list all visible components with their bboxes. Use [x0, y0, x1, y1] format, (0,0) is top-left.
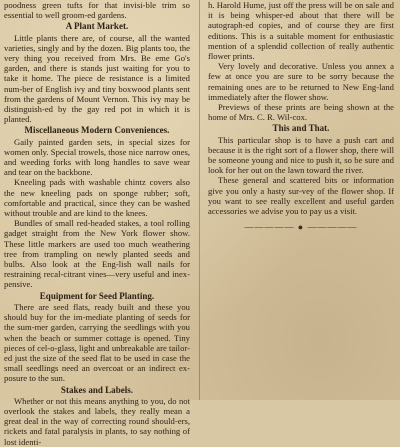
right-paragraph-4: These general and scattered bits or information give you only a hasty sur-vey of the flower shop. If you want to see really excellent and useful garden accessories we advise you to pay us a visit.: [208, 175, 394, 217]
left-paragraph-6: Whether or not this means anything to you, do not overlook the stakes and labels, they really mean a great deal in the way of correcting round should-ers, rickets and fatal paralysis in plants, to say nothing of lost identi-: [4, 395, 190, 447]
right-paragraph-2: Previews of these prints are being shown at the home of Mrs. C. R. Wil-cox.: [208, 102, 394, 123]
end-ornament-rule: ————— ● —————: [244, 222, 358, 233]
left-paragraph-1: Little plants there are, of course, all the wanted varieties, singly and by the dozen. Big plants too, the very thing you received from Mrs. Be eme Go's garden, and there is stands just waiting for you to take it home. The piece de resistance is a limited num-ber of English ivy and tiny boxwood plants sent from the gardens of Mount Vernon. This ivy may be distinguish-ed by the gay red pot in which it is planted.: [4, 32, 190, 125]
heading-stakes-labels: Stakes and Labels.: [60, 384, 134, 395]
right-column: [208, 0, 394, 400]
left-paragraph-5: There are seed flats, ready built and these you should buy for the im-mediate planting of seeds for the sum-mer garden, carrying the seedlings with you when the beach or summer cottage is opened. Tiny pieces of cel-o-glass, light and unbreakable are tailor-ed just the size of the seed flat to be used in case the small seedlings need an overcoat or an indirect ex-posure to the sun.: [4, 301, 190, 384]
left-paragraph-2: Gaily painted garden sets, in special sizes for women only. Special trowels, those nice narrow ones, and weeding forks with long handles to save wear and tear on the backbone.: [4, 136, 190, 178]
left-paragraph-4: Bundles of small red-headed stakes, a tool rolling gadget straight from the New York flower show. These little markers are used too much weathering tree from trampling on newly planted seeds and bulbs. Also look at the Eng-lish wall nails for restraining recal-citrant vines—very useful and inex-pensive.: [4, 218, 190, 290]
heading-this-and-that: This and That.: [272, 123, 330, 134]
left-column: [4, 0, 190, 447]
right-paragraph-3: This particular shop is to have a push cart and because it is the right sort of a flower shop, there will be someone young and nice to push it, so be sure and look for her out on the lawn toward the river.: [208, 134, 394, 176]
heading-modern-conveniences: Miscellaneous Modern Conveniences.: [24, 125, 170, 136]
left-paragraph-0: poodness green tufts for that invisi-ble trim so essential to well groom-ed gardens.: [4, 0, 190, 21]
column-divider: [199, 0, 200, 400]
left-paragraph-3: Kneeling pads with washable chintz covers also the new kneeling pads on sponge rubber; soft, comfortable and practical, since they can be washed without trouble and are kind to the knees.: [4, 177, 190, 219]
right-paragraph-0: h. Harold Hume, just off the press will be on sale and it is being whisper-ed about that there will be autograph-ed copies, and of course they are first editions. This is a suitable moment for enthusiastic mention of a splendid collection of really authentic flower prints.: [208, 0, 394, 62]
heading-plant-market: A Plant Market.: [65, 21, 129, 32]
right-paragraph-1: Very lovely and decorative. Unless you annex a few at once you are sure to be sorry because the remaining ones are to be returned to New Eng-land immediately after the flower show.: [208, 61, 394, 102]
heading-seed-planting: Equipment for Seed Planting.: [39, 290, 155, 301]
